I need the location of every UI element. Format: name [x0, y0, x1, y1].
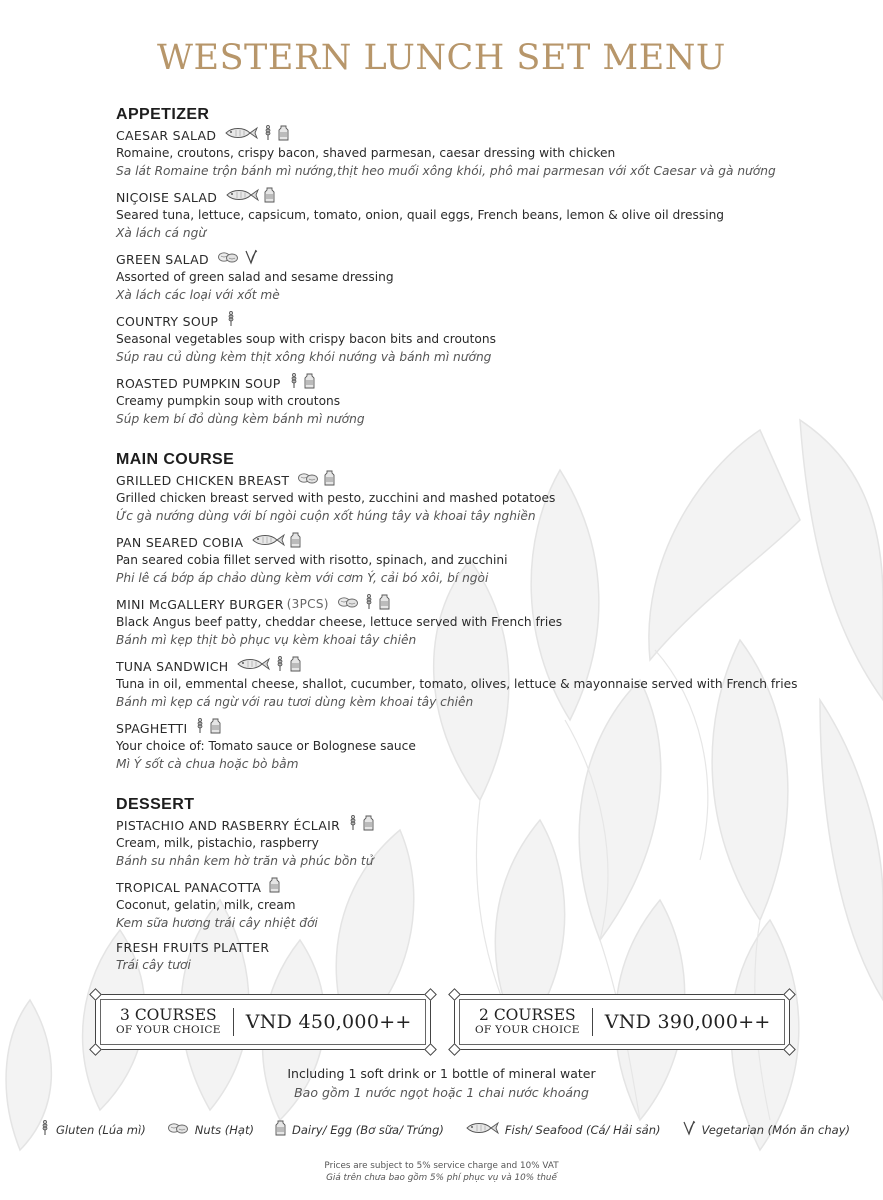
menu-item [116, 656, 856, 711]
including-note [0, 1064, 883, 1102]
dish-name: SPAGHETTI [116, 720, 188, 736]
dish-description: Romaine, croutons, crispy bacon, shaved parmesan, caesar dressing with chicken [116, 146, 616, 160]
dairy-icon [304, 373, 315, 393]
section-title: MAIN COURSE [116, 451, 235, 468]
choice-label: OF YOUR CHOICE [475, 1024, 580, 1036]
gluten-icon [40, 1120, 50, 1139]
dish-vietnamese: Bánh mì kẹp thịt bò phục vụ kèm khoai tây chiên [116, 633, 417, 647]
gluten-icon [289, 373, 299, 393]
dish-name: GREEN SALAD [116, 251, 209, 267]
fish-icon [236, 657, 270, 675]
dish-allergen-icons [225, 187, 275, 207]
dish-description: Grilled chicken breast served with pesto, zucchini and mashed potatoes [116, 491, 556, 505]
set-price: VND 390,000++ [604, 1011, 771, 1033]
gluten-icon [364, 594, 374, 614]
dairy-icon [379, 594, 390, 614]
legend-item-fish [465, 1121, 661, 1138]
dish-name: COUNTRY SOUP [116, 313, 219, 329]
dish-vietnamese: Bánh mì kẹp cá ngừ với rau tươi dùng kèm khoai tây chiên [116, 695, 474, 709]
fish-icon [251, 533, 285, 551]
legend-item-vegetarian [682, 1120, 850, 1139]
gluten-icon [348, 815, 358, 835]
dish-vietnamese: Kem sữa hương trái cây nhiệt đới [116, 916, 318, 930]
menu-item [116, 594, 856, 649]
dish-name: GRILLED CHICKEN BREAST [116, 472, 290, 488]
menu-item [116, 373, 856, 428]
menu-item [116, 249, 856, 304]
dish-name: ROASTED PUMPKIN SOUP [116, 375, 281, 391]
gluten-icon [195, 718, 205, 738]
dish-allergen-icons [236, 656, 301, 676]
dish-name: MINI McGALLERY BURGER [116, 596, 284, 612]
fish-icon [225, 188, 259, 206]
dish-vietnamese: Phi lê cá bớp áp chảo dùng kèm với cơm Ý, cải bó xôi, bí ngòi [116, 571, 489, 585]
dish-description: Seasonal vegetables soup with crispy bacon bits and croutons [116, 332, 496, 346]
dairy-icon [269, 877, 280, 897]
menu-item [116, 815, 856, 870]
dish-quantity: (3PCS) [286, 596, 329, 611]
dish-vietnamese: Sa lát Romaine trộn bánh mì nướng,thịt heo muối xông khói, phô mai parmesan với xốt Caesar và gà nướng [116, 164, 776, 178]
menu-title: WESTERN LUNCH SET MENU [157, 38, 726, 78]
fish-icon [224, 126, 258, 144]
dairy-icon [290, 532, 301, 552]
dish-name-row [116, 125, 856, 145]
dairy-icon [278, 125, 289, 145]
price-footnote [0, 1160, 883, 1184]
dish-allergen-icons [337, 594, 390, 614]
dish-vietnamese: Trái cây tươi [116, 958, 191, 972]
dish-name-row [116, 877, 856, 897]
menu-section-dessert [116, 795, 856, 974]
dish-description: Pan seared cobia fillet served with risotto, spinach, and zucchini [116, 553, 508, 567]
dish-vietnamese: Xà lách cá ngừ [116, 226, 207, 240]
gluten-icon [226, 311, 236, 331]
including-en: Including 1 soft drink or 1 bottle of mineral water [287, 1066, 596, 1081]
dish-name: FRESH FRUITS PLATTER [116, 940, 270, 955]
allergen-legend [40, 1120, 850, 1139]
dish-description: Black Angus beef patty, cheddar cheese, lettuce served with French fries [116, 615, 563, 629]
section-title: DESSERT [116, 796, 195, 813]
set-price: VND 450,000++ [245, 1011, 412, 1033]
menu-section-appetizer [116, 105, 856, 428]
nuts-icon [297, 471, 319, 489]
dish-description: Your choice of: Tomato sauce or Bolognese sauce [116, 739, 416, 753]
legend-item-nuts [167, 1121, 254, 1138]
gluten-icon [263, 125, 273, 145]
dish-allergen-icons [297, 470, 335, 490]
dish-allergen-icons [348, 815, 374, 835]
legend-item-dairy [275, 1120, 444, 1139]
nuts-icon [217, 250, 239, 268]
dish-name-row [116, 815, 856, 835]
dish-name: CAESAR SALAD [116, 127, 217, 143]
legend-label: Dairy/ Egg (Bơ sữa/ Trứng) [292, 1122, 444, 1137]
menu-item [116, 532, 856, 587]
dairy-icon [275, 1120, 286, 1139]
choice-label: OF YOUR CHOICE [116, 1024, 221, 1036]
dish-name-row [116, 249, 856, 269]
dish-vietnamese: Súp rau củ dùng kèm thịt xông khói nướng và bánh mì nướng [116, 350, 492, 364]
courses-label: 3 COURSES [120, 1006, 217, 1024]
dish-vietnamese: Ức gà nướng dùng với bí ngòi cuộn xốt húng tây và khoai tây nghiền [116, 509, 536, 523]
menu-item [116, 939, 856, 974]
fish-icon [465, 1121, 499, 1138]
dish-allergen-icons [226, 311, 236, 331]
dish-name-row [116, 187, 856, 207]
dish-vietnamese: Bánh su nhân kem hờ trăn và phúc bồn tử [116, 854, 374, 868]
dish-name-row [116, 532, 856, 552]
dish-name-row [116, 311, 856, 331]
dish-name-row [116, 656, 856, 676]
price-box-2-courses [454, 994, 790, 1050]
dish-vietnamese: Xà lách các loại với xốt mè [116, 288, 280, 302]
including-vi: Bao gồm 1 nước ngọt hoặc 1 chai nước khoáng [294, 1085, 589, 1100]
dish-name: PISTACHIO AND RASBERRY ÉCLAIR [116, 817, 341, 833]
dairy-icon [290, 656, 301, 676]
menu-item [116, 718, 856, 773]
dish-name-row [116, 594, 856, 614]
vegetarian-icon [682, 1120, 696, 1139]
footnote-vi: Giá trên chưa bao gồm 5% phí phục vụ và 10% thuế [326, 1173, 557, 1183]
legend-label: Fish/ Seafood (Cá/ Hải sản) [504, 1122, 661, 1137]
dairy-icon [264, 187, 275, 207]
dish-allergen-icons [251, 532, 301, 552]
dish-name: PAN SEARED COBIA [116, 534, 244, 550]
dairy-icon [210, 718, 221, 738]
price-box-3-courses [95, 994, 431, 1050]
dish-name-row [116, 470, 856, 490]
dish-description: Tuna in oil, emmental cheese, shallot, cucumber, tomato, olives, lettuce & mayonnaise served with French fries [116, 677, 798, 691]
dish-vietnamese: Súp kem bí đỏ dùng kèm bánh mì nướng [116, 412, 365, 426]
legend-item-gluten [40, 1120, 146, 1139]
dairy-icon [324, 470, 335, 490]
dish-allergen-icons [289, 373, 315, 393]
legend-label: Vegetarian (Món ăn chay) [701, 1122, 850, 1137]
dish-description: Assorted of green salad and sesame dressing [116, 270, 394, 284]
dish-name: TUNA SANDWICH [116, 658, 229, 674]
dish-description: Cream, milk, pistachio, raspberry [116, 836, 319, 850]
dish-allergen-icons [217, 249, 258, 269]
menu-sections [116, 105, 856, 996]
menu-item [116, 311, 856, 366]
dairy-icon [363, 815, 374, 835]
dish-vietnamese: Mì Ý sốt cà chua hoặc bò bằm [116, 757, 299, 771]
nuts-icon [337, 595, 359, 613]
dish-description: Coconut, gelatin, milk, cream [116, 898, 296, 912]
vegetarian-icon [244, 249, 258, 269]
gluten-icon [275, 656, 285, 676]
legend-label: Gluten (Lúa mì) [56, 1122, 146, 1137]
dish-allergen-icons [224, 125, 289, 145]
courses-label: 2 COURSES [479, 1006, 576, 1024]
dish-name-row [116, 939, 856, 956]
dish-allergen-icons [269, 877, 280, 897]
dish-description: Creamy pumpkin soup with croutons [116, 394, 341, 408]
menu-item [116, 470, 856, 525]
dish-allergen-icons [195, 718, 221, 738]
footnote-en: Prices are subject to 5% service charge and 10% VAT [324, 1161, 559, 1171]
menu-item [116, 877, 856, 932]
dish-name-row [116, 718, 856, 738]
dish-name: TROPICAL PANACOTTA [116, 879, 262, 895]
dish-name: NIÇOISE SALAD [116, 189, 218, 205]
section-title: APPETIZER [116, 106, 210, 123]
dish-description: Seared tuna, lettuce, capsicum, tomato, onion, quail eggs, French beans, lemon & olive oil dressing [116, 208, 725, 222]
nuts-icon [167, 1121, 189, 1138]
menu-section-main-course [116, 450, 856, 773]
menu-item [116, 187, 856, 242]
legend-label: Nuts (Hạt) [194, 1122, 254, 1137]
dish-name-row [116, 373, 856, 393]
menu-item [116, 125, 856, 180]
